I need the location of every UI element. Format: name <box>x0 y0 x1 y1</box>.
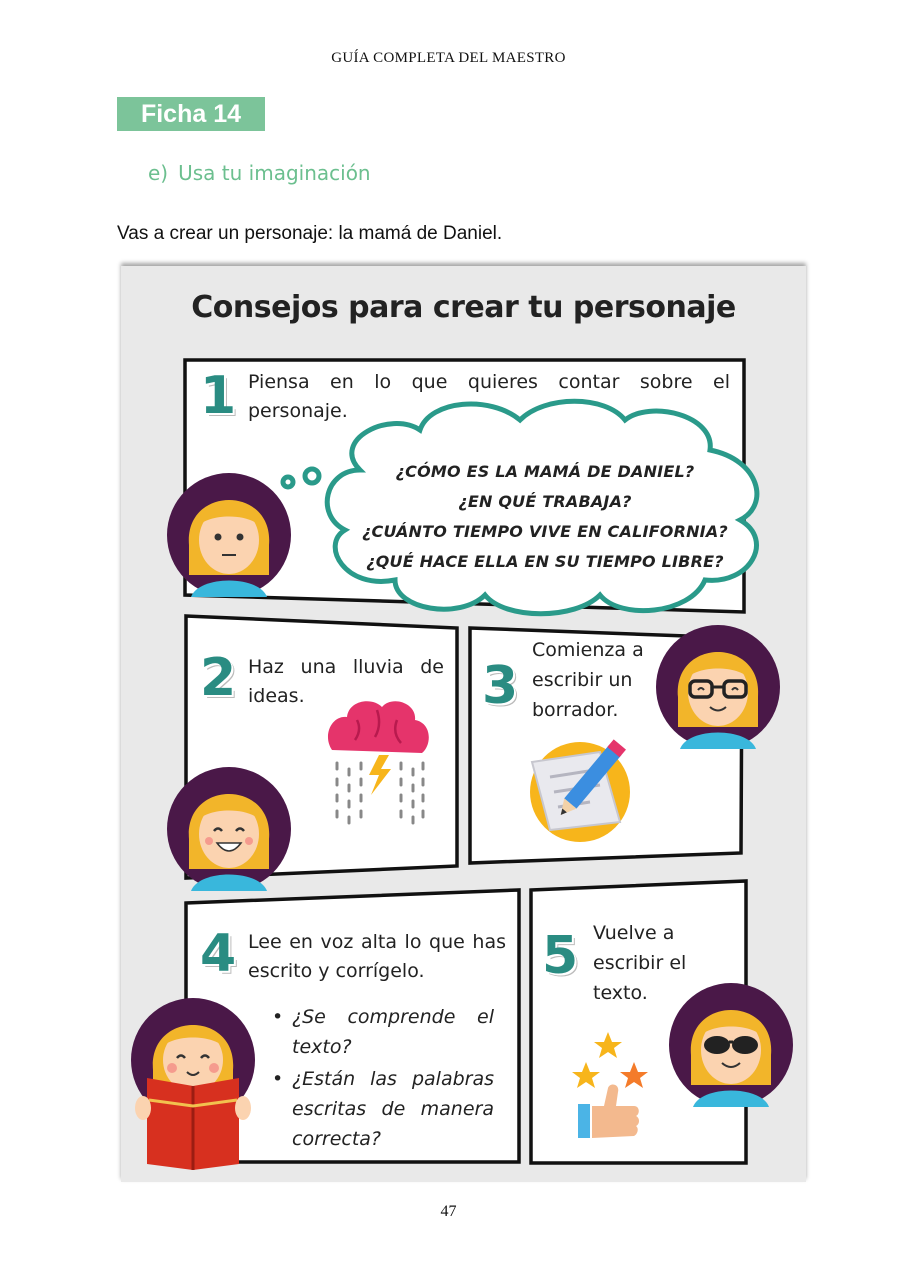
bullet-dot: • <box>272 1068 284 1090</box>
step-2-number: 2 <box>200 648 237 708</box>
checklist-item: • ¿Están las palabras escritas de manera correcta? <box>272 1064 494 1154</box>
section-letter: e) <box>148 161 169 185</box>
thought-bubble-questions <box>340 457 750 577</box>
question-line: ¿CUÁNTO TIEMPO VIVE EN CALIFORNIA? <box>362 522 728 541</box>
ficha-badge: Ficha 14 <box>117 97 265 131</box>
step-3-number: 3 <box>482 656 519 716</box>
step-2-text: Haz una lluvia de ideas. <box>248 656 444 707</box>
girl-reading-book-icon <box>131 998 255 1170</box>
step-3-text: Comienza a escribir un borrador. <box>532 639 644 721</box>
running-header: GUÍA COMPLETA DEL MAESTRO <box>331 50 566 66</box>
checklist-item: • ¿Se comprende el texto? <box>272 1002 494 1062</box>
bullet-dot: • <box>272 1006 284 1028</box>
question-line: ¿QUÉ HACE ELLA EN SU TIEMPO LIBRE? <box>366 552 724 571</box>
question-line: ¿EN QUÉ TRABAJA? <box>458 492 632 511</box>
poster-title: Consejos para crear tu personaje <box>191 290 736 325</box>
step-4-text: Lee en voz alta lo que has escrito y corrígelo. <box>248 931 506 982</box>
girl-avatar-icon <box>167 767 291 891</box>
step-1-number: 1 <box>200 366 237 426</box>
step-1-text: Piensa en lo que quieres contar sobre el personaje. <box>248 371 730 422</box>
question-line: ¿CÓMO ES LA MAMÁ DE DANIEL? <box>395 462 695 481</box>
girl-with-glasses-icon <box>656 625 780 749</box>
intro-text: Vas a crear un personaje: la mamá de Daniel. <box>117 223 503 244</box>
page-number: 47 <box>440 1203 457 1220</box>
step-4-number: 4 <box>200 924 237 984</box>
step-5-number: 5 <box>542 926 579 986</box>
step-5-text: Vuelve a escribir el texto. <box>593 922 687 1004</box>
checklist <box>272 1002 494 1156</box>
girl-avatar-icon <box>167 473 291 597</box>
section-title: Usa tu imaginación <box>178 161 371 185</box>
